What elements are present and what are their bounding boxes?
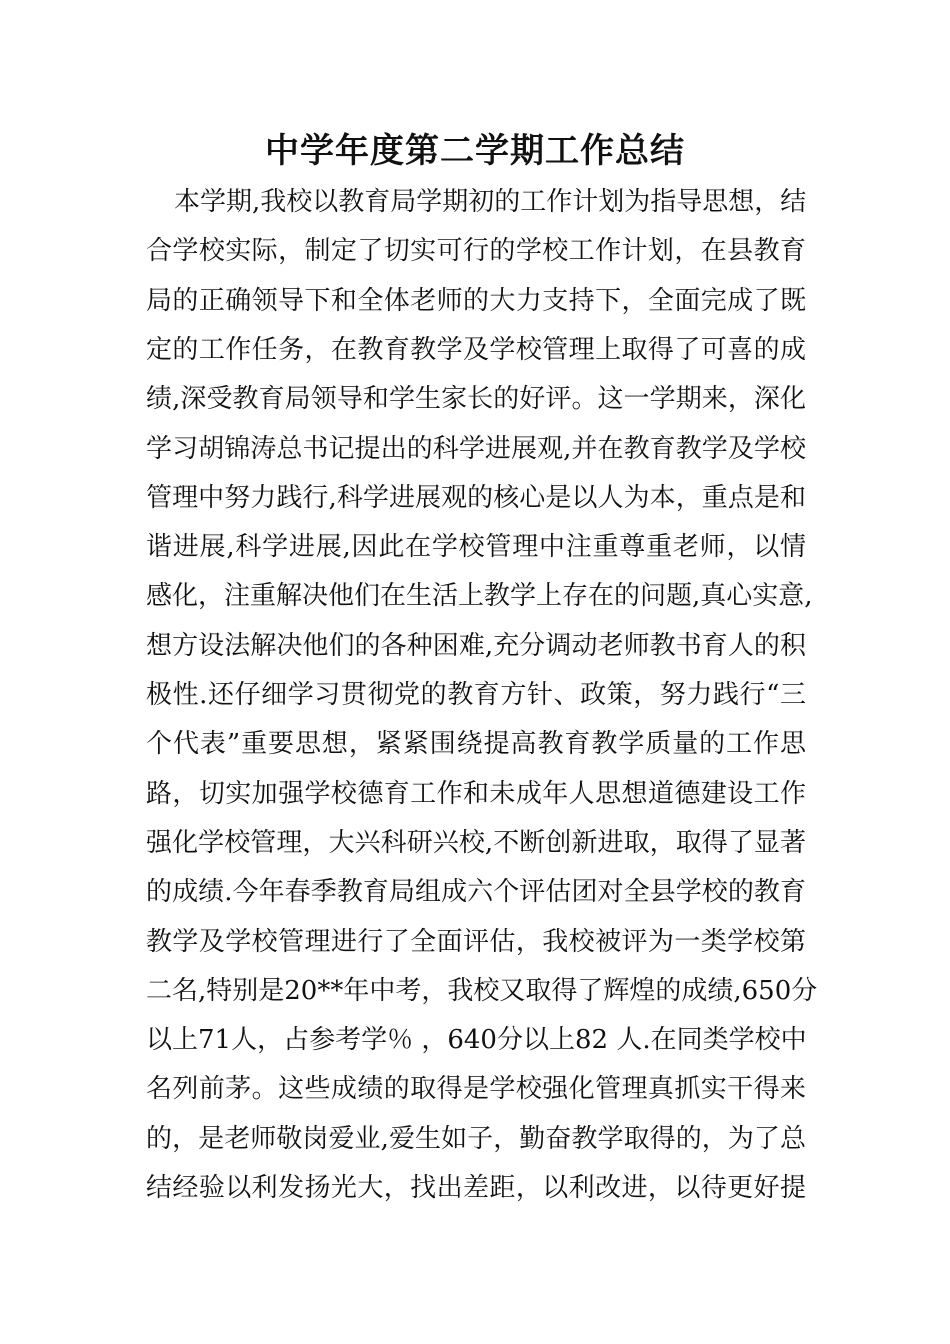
body-line: 谐进展,科学进展,因此在学校管理中注重尊重老师，以情 [146,532,806,563]
body-line: 个代表”重要思想，紧紧围绕提高教育教学质量的工作思 [146,729,806,760]
body-line: 路，切实加强学校德育工作和未成年人思想道德建设工作 [146,778,806,809]
body-line: 定的工作任务，在教育教学及学校管理上取得了可喜的成 [146,334,806,365]
body-line: 绩,深受教育局领导和学生家长的好评。这一学期来，深化 [146,384,806,415]
body-line: 以上71人，占参考学％ ，640分以上82 人.在同类学校中 [146,1025,807,1056]
document-title: 中学年度第二学期工作总结 [265,131,685,171]
body-line: 的成绩.今年春季教育局组成六个评估团对全县学校的教育 [146,877,806,908]
body-line: 本学期,我校以教育局学期初的工作计划为指导思想，结 [174,187,807,217]
body-line: 的，是老师敬岗爱业,爱生如子，勤奋教学取得的，为了总 [146,1123,806,1154]
body-line: 极性.还仔细学习贯彻党的教育方针、政策，努力践行“三 [146,680,806,710]
body-line: 想方设法解决他们的各种困难,充分调动老师教书育人的积 [146,630,806,661]
body-line: 学习胡锦涛总书记提出的科学进展观,并在教育教学及学校 [146,433,806,464]
body-line: 名列前茅。这些成绩的取得是学校强化管理真抓实干得来 [146,1074,806,1105]
body-line: 合学校实际，制定了切实可行的学校工作计划，在县教育 [146,236,806,267]
body-line: 教学及学校管理进行了全面评估，我校被评为一类学校第 [146,926,806,957]
body-line: 感化，注重解决他们在生活上教学上存在的问题,真心实意, [146,581,813,612]
body-line: 强化学校管理，大兴科研兴校,不断创新进取，取得了显著 [146,827,806,858]
body-line: 结经验以利发扬光大，找出差距，以利改进，以待更好提 [146,1173,806,1203]
body-line: 管理中努力践行,科学进展观的核心是以人为本，重点是和 [146,482,806,513]
body-line: 局的正确领导下和全体老师的大力支持下，全面完成了既 [146,285,806,316]
body-line: 二名,特别是20**年中考，我校又取得了辉煌的成绩,650分 [146,975,818,1006]
